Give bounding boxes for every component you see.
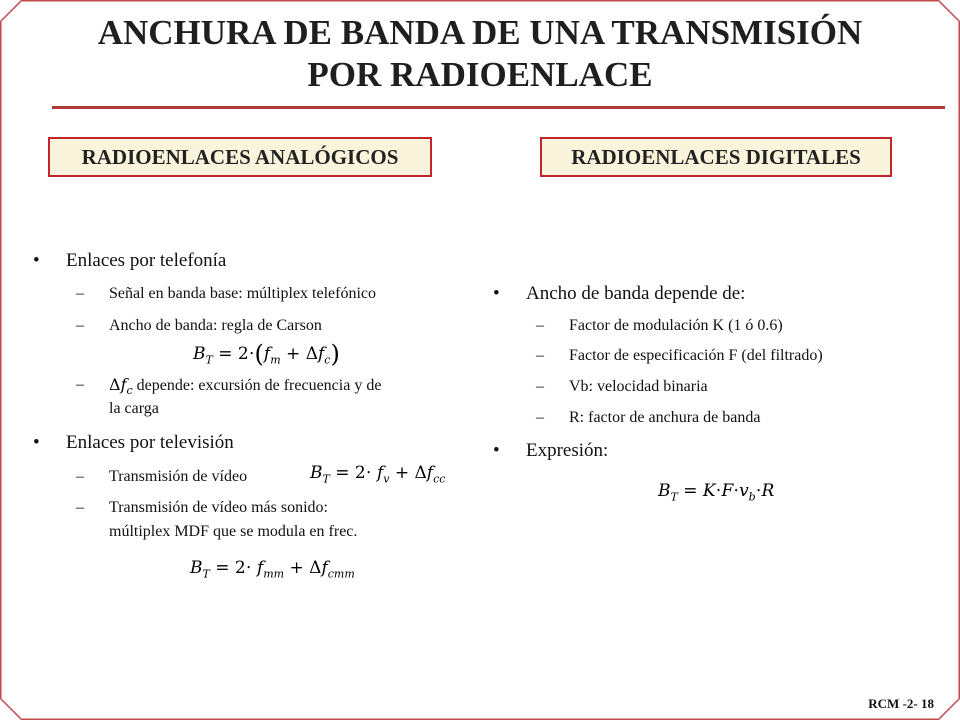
mdf-formula: $B_T = 2\cdot f_{mm} + \Delta f_{cmm}$ bbox=[190, 558, 355, 581]
sub-video-audio-text: Transmisión de vídeo más sonido: bbox=[109, 499, 328, 516]
sub-dash: – bbox=[536, 378, 544, 395]
title-line-2: POR RADIOENLACE bbox=[307, 55, 653, 94]
video-formula: $B_T = 2\cdot f_v + \Delta f_{cc}$ bbox=[310, 463, 446, 486]
sub-dash: – bbox=[536, 409, 544, 426]
digital-formula: $B_T = K\cdot F\cdot v_b\cdot R$ bbox=[658, 481, 775, 504]
bullet-dot: • bbox=[33, 250, 40, 271]
slide-footer: RCM -2- 18 bbox=[868, 696, 934, 711]
bullet-telephony-text: Enlaces por telefonía bbox=[66, 250, 227, 271]
sub-dash: – bbox=[76, 376, 84, 393]
sub-video-audio-cont bbox=[109, 522, 357, 542]
sub-dash: – bbox=[536, 347, 544, 364]
sub-deviation-text: depende: excursión de frecuencia y de bbox=[136, 377, 382, 394]
sub-video-audio-text-2: múltiplex MDF que se modula en frec. bbox=[109, 523, 358, 540]
bullet-dot: • bbox=[493, 440, 500, 461]
digital-header-box bbox=[540, 137, 892, 177]
carson-formula: $B_T = 2\cdot(f_m + \Delta f_c)$ bbox=[193, 340, 340, 368]
sub-video-text: Transmisión de vídeo bbox=[109, 468, 248, 485]
sub-dash: – bbox=[76, 285, 84, 302]
sub-dash: – bbox=[76, 468, 84, 485]
sub-factor-f-text: Factor de especificación F (del filtrado) bbox=[569, 347, 823, 364]
sub-r-text: R: factor de anchura de banda bbox=[569, 409, 761, 426]
sub-dash: – bbox=[536, 317, 544, 334]
title-line-1: ANCHURA DE BANDA DE UNA TRANSMISIÓN bbox=[97, 13, 863, 52]
sub-carson-text: Ancho de banda: regla de Carson bbox=[109, 317, 322, 334]
sub-factor-k-text: Factor de modulación K (1 ó 0.6) bbox=[569, 317, 783, 334]
bullet-dot: • bbox=[33, 432, 40, 453]
title-divider bbox=[52, 106, 945, 109]
sub-deviation-cont bbox=[109, 399, 159, 419]
bullet-dot: • bbox=[493, 283, 500, 304]
digital-header-label: RADIOENLACES DIGITALES bbox=[571, 144, 861, 169]
page-title bbox=[40, 12, 920, 96]
bullet-bandwidth-text: Ancho de banda depende de: bbox=[526, 283, 746, 304]
bullet-television-text: Enlaces por televisión bbox=[66, 432, 234, 453]
sub-dash: – bbox=[76, 499, 84, 516]
bullet-expression-text: Expresión: bbox=[526, 440, 609, 461]
sub-deviation-text-2: la carga bbox=[109, 400, 159, 417]
sub-baseband-text: Señal en banda base: múltiplex telefónico bbox=[109, 285, 377, 302]
analog-header-label: RADIOENLACES ANALÓGICOS bbox=[81, 144, 399, 169]
sub-vb-text: Vb: velocidad binaria bbox=[569, 378, 708, 395]
analog-header-box bbox=[48, 137, 432, 177]
delta-fc-symbol: $\Delta f_c$ bbox=[109, 375, 133, 398]
sub-dash: – bbox=[76, 317, 84, 334]
